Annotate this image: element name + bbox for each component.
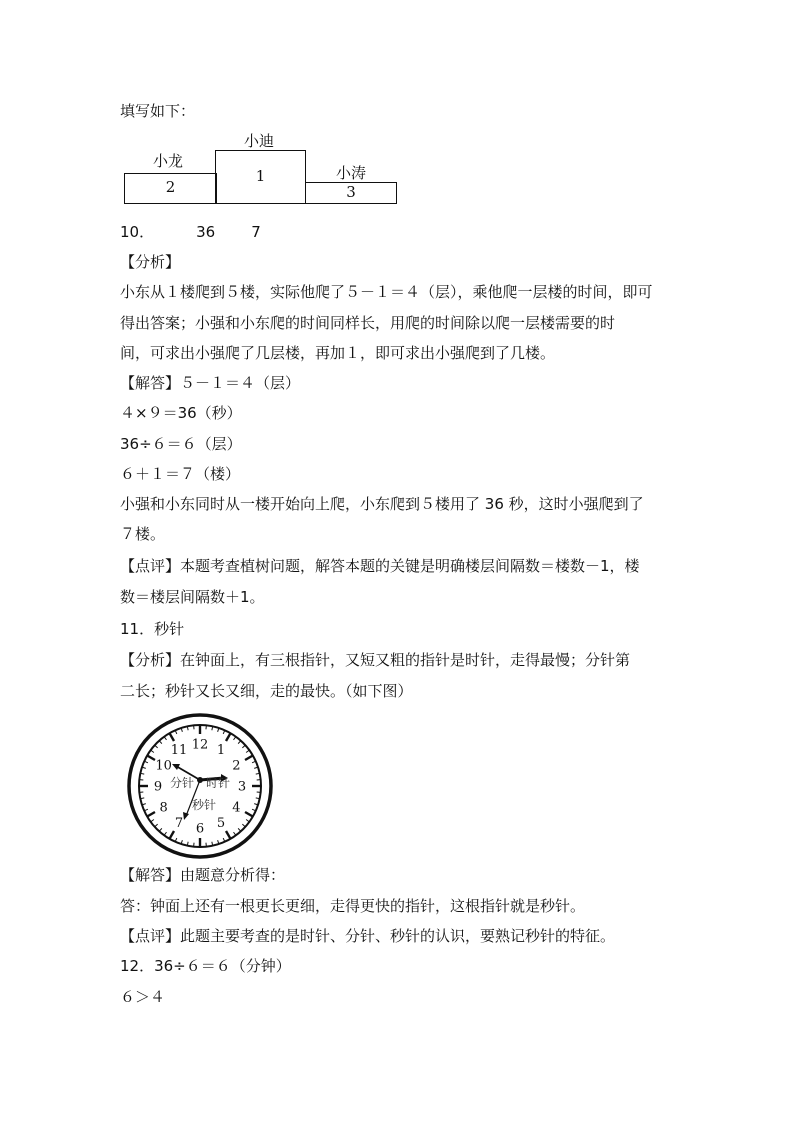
solution-line: ４×９＝36（秒） [120,404,242,422]
q11-analysis-line: 【分析】在钟面上，有三根指针，又短又粗的指针是时针，走得最慢；分针第 [120,651,631,669]
comment-line: 数＝楼层间隔数＋1。 [120,588,265,606]
clock-number: 3 [237,779,247,795]
podium-center-rank: 1 [255,167,266,185]
q11-analysis-line: 二长；秒针又长又细，走的最快。（如下图） [120,682,413,700]
clock-numbers [154,738,246,837]
minute-tick [151,750,154,752]
q12-line: ６＞４ [120,988,166,1006]
minute-tick [151,820,154,822]
q11-solution-line: 答：钟面上还有一根更长更细，走得更快的指针，这根指针就是秒针。 [120,897,586,915]
minute-tick [164,737,166,740]
hour-tick [226,831,231,839]
minute-tick [159,828,162,831]
clock-number: 11 [170,743,188,759]
second-hand-label: 秒针 [192,798,217,812]
q12-line: 12．36÷６＝６（分钟） [120,957,291,975]
clock-figure [126,712,274,860]
minute-tick [234,832,236,835]
hour-tick [147,756,155,761]
clock-number: 12 [191,737,209,753]
clock-number: 1 [216,743,226,759]
second-hand-arrow [183,812,189,820]
hour-tick [147,812,155,817]
clock-number: 10 [155,758,172,774]
q10-line [120,222,261,242]
minute-tick [155,745,158,748]
minute-hand-label: 分针 [170,776,195,790]
q10-answer-1: 36 [196,223,216,241]
solution-line: 36÷６＝６（层） [120,435,242,453]
minute-tick [238,741,241,744]
analysis-line: 得出答案；小强和小东爬的时间同样长，用爬的时间除以爬一层楼需要的时 [120,314,616,332]
q10-number: 10． [120,223,155,241]
hour-tick [170,831,175,839]
podium-center-name: 小迪 [243,132,274,150]
clock-number: 2 [232,758,241,774]
podium-right-rank: 3 [346,183,356,201]
clock-number: 8 [159,800,168,816]
minute-tick [246,750,249,752]
podium-diagram [120,122,420,212]
minute-tick [242,824,245,827]
solution-line: 【解答】５－１＝４（层） [120,374,301,392]
solution-line: 小强和小东同时从一楼开始向上爬，小东爬到５楼用了 36 秒，这时小强爬到了 [120,495,644,513]
q10-answer-2: 7 [251,223,261,241]
q11-comment-line: 【点评】此题主要考查的是时针、分针、秒针的认识，要熟记秒针的特征。 [120,927,616,945]
clock-number: 6 [195,821,205,837]
hour-hand-label: 时针 [206,776,231,790]
podium-left-name: 小龙 [152,152,183,170]
q11-solution-line: 【解答】由题意分析得： [120,866,286,884]
analysis-line: 间，可求出小强爬了几层楼，再加１，即可求出小强爬到了几楼。 [120,344,556,362]
minute-tick [159,741,162,744]
minute-tick [242,745,245,748]
minute-tick [164,832,166,835]
solution-line: ７楼。 [120,525,166,543]
hour-tick [170,733,175,741]
clock-number: 4 [232,800,241,816]
hour-tick [226,733,231,741]
solution-line: ６＋１＝７（楼） [120,465,241,483]
intro-text: 填写如下： [120,102,196,120]
clock-number: 7 [174,815,184,831]
clock-number: 5 [216,815,226,831]
q11-title: 11．秒针 [120,620,185,638]
analysis-line: 小东从１楼爬到５楼，实际他爬了５－１＝４（层），乘他爬一层楼的时间，即可 [120,283,653,301]
hour-tick [245,812,253,817]
analysis-tag: 【分析】 [120,253,181,271]
comment-line: 【点评】本题考查植树问题，解答本题的关键是明确楼层间隔数＝楼数－1，楼 [120,557,640,575]
minute-tick [234,737,236,740]
minute-tick [238,828,241,831]
podium-left-rank: 2 [165,178,176,196]
minute-tick [155,824,158,827]
podium-right-name: 小涛 [335,164,366,182]
minute-tick [246,820,249,822]
clock-center [197,777,203,783]
clock-number: 9 [153,779,163,795]
hour-tick [245,756,253,761]
